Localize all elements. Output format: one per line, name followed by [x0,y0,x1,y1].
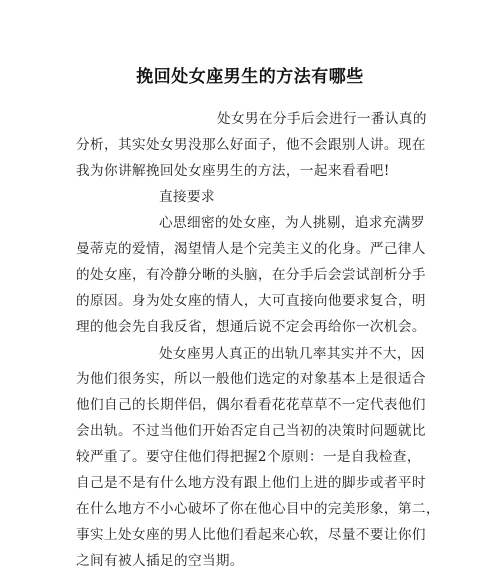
paragraph-line: 会出轨。不过当他们开始否定自己当初的决策时问题就比 [76,423,426,439]
paragraph-line: 我为你讲解挽回处女座男生的方法，一起来看看吧! [76,163,390,179]
paragraph-line: 事实上处女座的男人比他们看起来心软，尽量不要让你们 [76,527,426,543]
paragraph-line: 分析，其实处女男没那么好面子，他不会跟别人讲。现在 [76,137,426,153]
paragraph-line: 自己是不是有什么地方没有跟上他们上进的脚步或者平时 [76,475,426,491]
paragraph-line: 处女座男人真正的出轨几率其实并不大，因 [159,346,425,362]
paragraph-line: 在什么地方不小心破坏了你在他心目中的完美形象，第二， [76,501,440,517]
paragraph-line: 处女男在分手后会进行一番认真的 [217,111,427,127]
paragraph-line: 他们自己的长期伴侣，偶尔看看花花草草不一定代表他们 [76,397,426,413]
article-title: 挽回处女座男生的方法有哪些 [136,67,364,87]
paragraph-line: 曼蒂克的爱情，渴望情人是个完美主义的化身。严己律人 [76,241,426,257]
paragraph-line: 之间有被人插足的空当期。 [76,553,244,569]
paragraph-line: 为他们很务实，所以一般他们选定的对象基本上是很适合 [76,371,426,387]
paragraph-line: 的处女座，有冷静分晰的头脑，在分手后会尝试剖析分手 [76,267,426,283]
paragraph-line: 心思细密的处女座，为人挑剔，追求充满罗 [159,215,425,231]
paragraph-line: 较严重了。要守住他们得把握2个原则：一是自我检查， [76,449,421,465]
paragraph-line: 理的他会先自我反省，想通后说不定会再给你一次机会。 [76,319,426,335]
section-heading: 直接要求 [159,189,215,205]
paragraph-line: 的原因。身为处女座的情人，大可直接向他要求复合，明 [76,293,426,309]
